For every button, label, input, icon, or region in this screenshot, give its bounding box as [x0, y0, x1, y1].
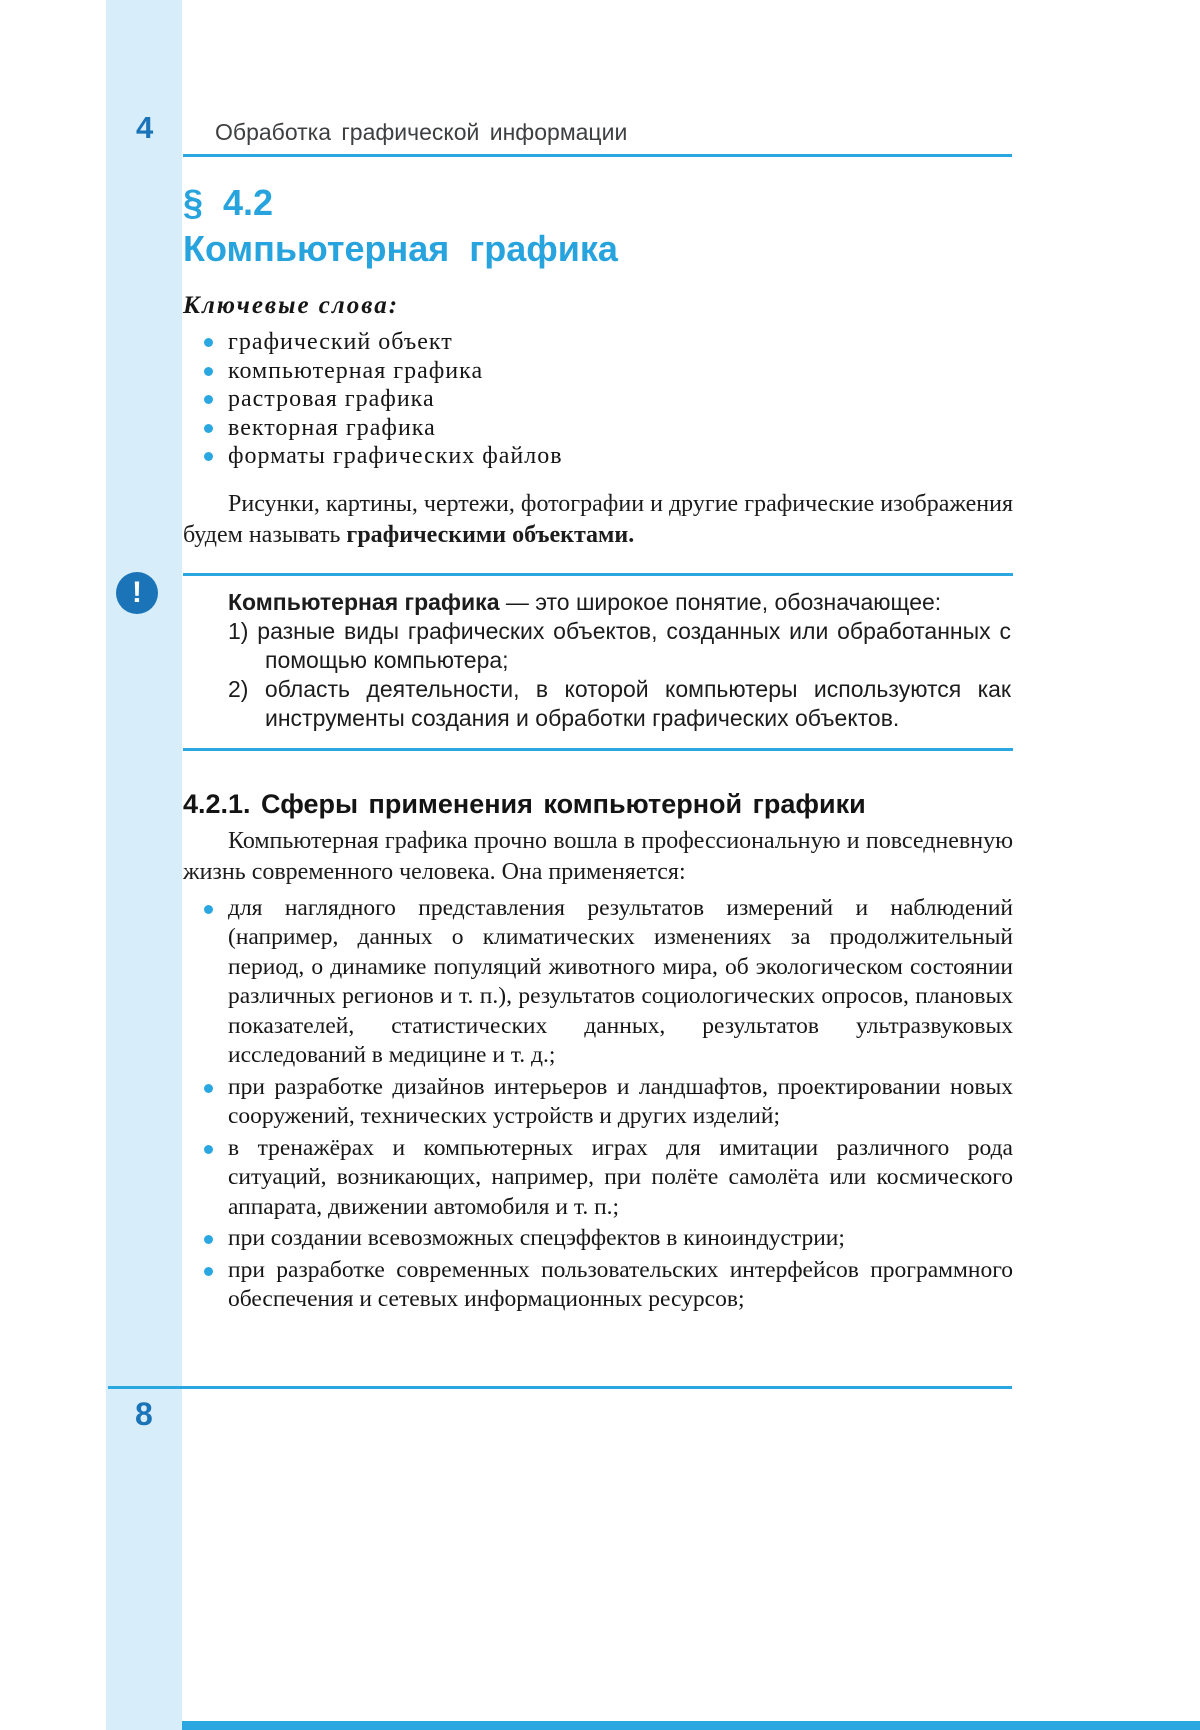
bullet-icon: [204, 1267, 213, 1276]
footer-rule: [108, 1386, 1012, 1389]
keyword-item: [183, 328, 1013, 357]
list-item: [183, 1256, 1013, 1315]
definition-lead-rest: — это широкое понятие, обозначающее:: [499, 588, 942, 615]
bullet-icon: [204, 1084, 213, 1093]
keyword-item: [183, 414, 1013, 443]
definition-box: [183, 573, 1013, 751]
intro-paragraph: [183, 489, 1013, 551]
definition-item: 2) область деятельности, в которой компьютеры используются как инструменты создания и обработки графических объектов.: [228, 675, 1011, 731]
keywords-label: Ключевые слова:: [183, 292, 400, 319]
bullet-icon: [204, 424, 213, 433]
section-heading: [183, 180, 1013, 272]
definition-term: Компьютерная графика: [228, 588, 500, 615]
paragraph-mark: § 4.2: [183, 182, 274, 223]
keyword-text: графический объект: [228, 329, 453, 355]
keyword-text: компьютерная графика: [228, 357, 484, 384]
subsection-heading: 4.2.1. Сферы применения компьютерной графики: [183, 788, 866, 819]
bottom-accent-bar: [182, 1721, 1200, 1730]
keywords-block: [183, 292, 1013, 471]
keyword-text: растровая графика: [228, 386, 435, 412]
running-header: Обработка графической информации: [215, 119, 628, 145]
list-item-text: в тренажёрах и компьютерных играх для имитации различного рода ситуаций, возникающих, например, при полёте самолёта или космического аппарата, движении автомобиля и т. п.;: [228, 1134, 1013, 1220]
bullet-icon: [204, 338, 213, 347]
keyword-item: [183, 357, 1013, 386]
page-content: [183, 168, 1013, 1317]
list-item: [183, 1134, 1013, 1223]
intro-paragraph-bold: графическими объектами.: [346, 521, 635, 548]
bullet-icon: [204, 1235, 213, 1244]
definition-lead: [228, 588, 1011, 617]
exclamation-icon: [116, 572, 158, 614]
list-item-text: при создании всевозможных спецэффектов в киноиндустрии;: [228, 1225, 845, 1251]
list-item-text: при разработке современных пользовательских интерфейсов программного обеспечения и сетевых информационных ресурсов;: [228, 1256, 1013, 1312]
definition-item: 1) разные виды графических объектов, созданных или обработанных с помощью компьютера;: [228, 617, 1011, 673]
list-item: [183, 894, 1013, 1071]
applications-list: [183, 894, 1013, 1315]
page-number: 8: [135, 1396, 153, 1432]
keyword-item: [183, 385, 1013, 414]
bullet-icon: [204, 367, 213, 376]
header-rule: [183, 154, 1012, 157]
bullet-icon: [204, 1145, 213, 1154]
bullet-icon: [204, 395, 213, 404]
bullet-icon: [204, 452, 213, 461]
list-item-text: для наглядного представления результатов измерений и наблюдений (например, данных о климатических изменениях за продолжительный период, о динамике популяций животного мира, об экологическом состоянии различных регионов и т. п.), результатов социологических опросов, плановых показателей, статистических данных, результатов ультразвуковых исследований в медицине и т. д.;: [228, 894, 1013, 1068]
list-item-text: при разработке дизайнов интерьеров и ландшафтов, проектировании новых сооружений, технических устройств и других изделий;: [228, 1073, 1013, 1129]
chapter-number: 4: [136, 110, 154, 145]
bullet-icon: [204, 905, 213, 914]
keyword-text: форматы графических файлов: [228, 443, 563, 469]
left-margin-band: [106, 0, 182, 1730]
exclamation-glyph: !: [132, 576, 142, 609]
intro-paragraph-text: Рисунки, картины, чертежи, фотографии и другие графические изображения будем называть: [183, 490, 1013, 548]
list-item: [183, 1073, 1013, 1132]
keyword-item: [183, 442, 1013, 471]
section-title: Компьютерная графика: [183, 228, 618, 269]
keyword-text: векторная графика: [228, 414, 436, 441]
subsection-intro: Компьютерная графика прочно вошла в профессиональную и повседневную жизнь современного человека. Она применяется:: [183, 827, 1013, 885]
keywords-list: [183, 328, 1013, 471]
list-item: [183, 1224, 1013, 1254]
